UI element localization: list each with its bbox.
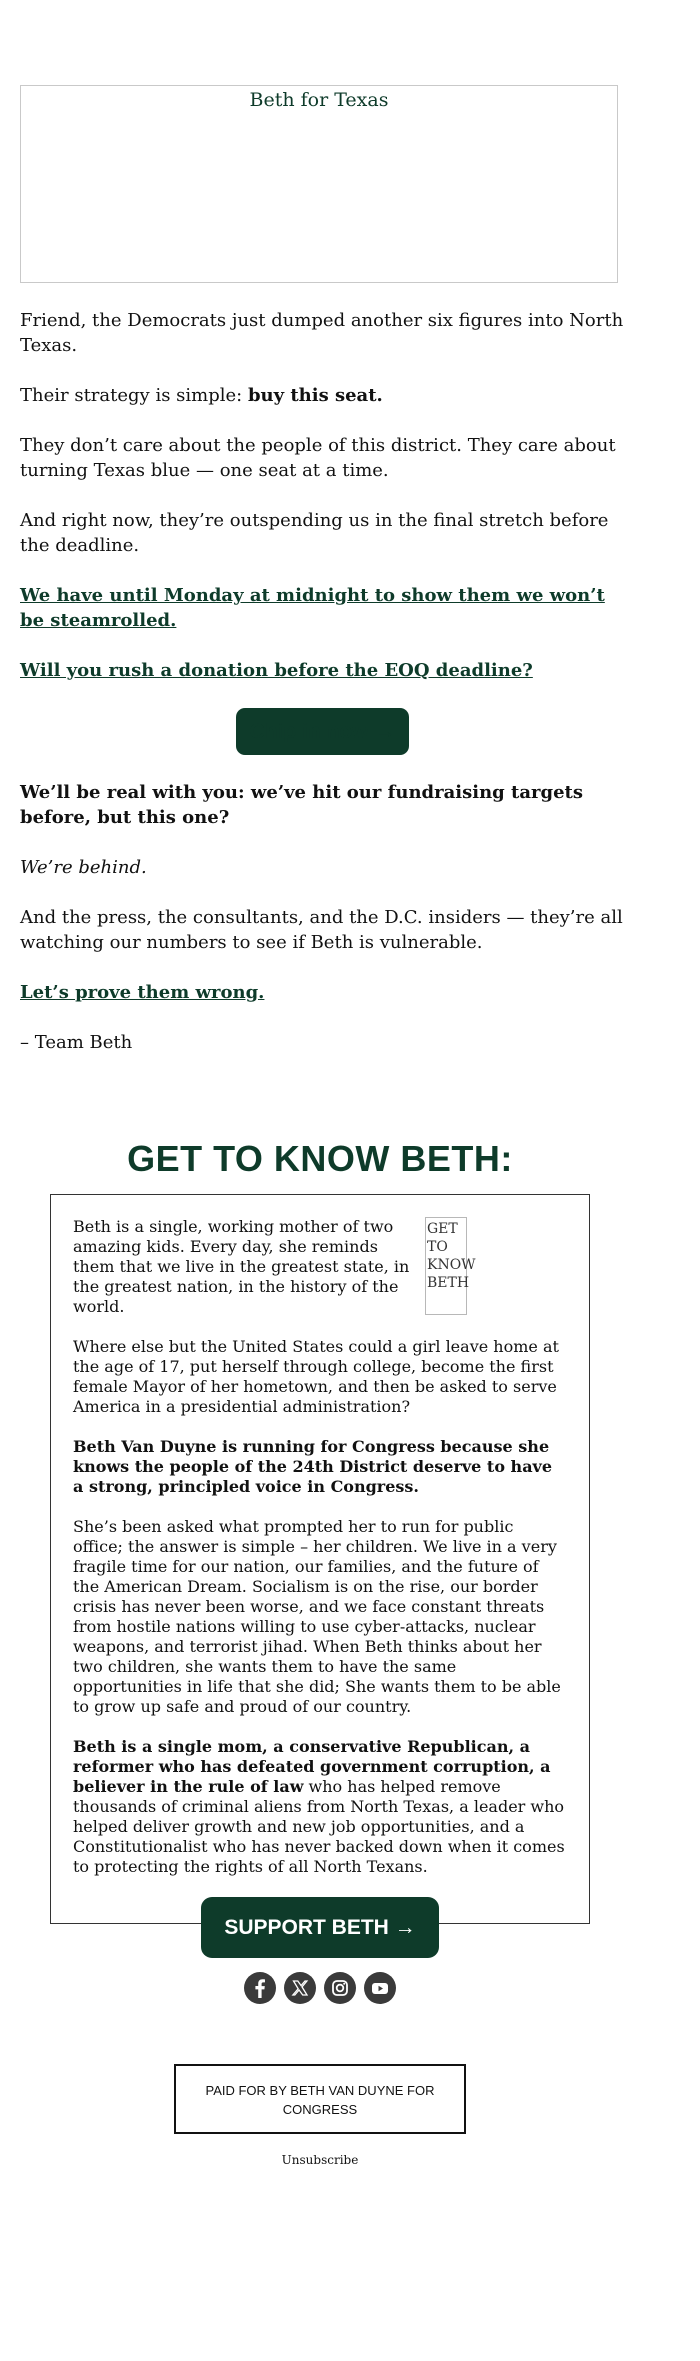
body-paragraph — [20, 383, 625, 408]
body-paragraph — [20, 780, 625, 830]
unsubscribe-container — [0, 2153, 640, 2167]
prove-them-wrong-link[interactable]: Let’s prove them wrong. — [20, 982, 265, 1003]
support-beth-button[interactable]: SUPPORT BETH → — [201, 1897, 438, 1958]
bio-paragraph — [73, 1437, 567, 1497]
signoff: – Team Beth — [20, 1032, 133, 1053]
strategy-bold-text: buy this seat. — [247, 385, 383, 406]
bio-bold-text: Beth is a single mom, a conservative Republican, a reformer who has defeated government corruption, a believer in the rule of law — [73, 1737, 551, 1796]
get-to-know-heading: GET TO KNOW BETH: — [127, 1138, 513, 1179]
deadline-link[interactable]: We have until Monday at midnight to show them we won’t be steamrolled. — [20, 585, 605, 631]
chip-in-button[interactable]: Chip in now → — [236, 708, 410, 755]
youtube-icon[interactable] — [364, 1972, 396, 2004]
paid-for-disclaimer: PAID FOR BY BETH VAN DUYNE FOR CONGRESS — [174, 2064, 466, 2134]
body-paragraph — [20, 658, 625, 683]
header-image — [20, 85, 618, 283]
bio-box — [50, 1194, 590, 1939]
instagram-icon[interactable] — [324, 1972, 356, 2004]
behind-italic-text: We’re behind. — [20, 857, 147, 878]
body-paragraph — [20, 980, 625, 1005]
body-paragraph — [20, 583, 625, 633]
header-image-alt-text: Beth for Texas — [249, 89, 389, 111]
cta-container — [20, 708, 625, 755]
bio-paragraph: Beth is a single, working mother of two amazing kids. Every day, she reminds them that we live in the greatest state, in the greatest nation, in the history of the world. — [73, 1217, 410, 1316]
unsubscribe-link[interactable]: Unsubscribe — [281, 2153, 359, 2167]
social-links — [0, 1972, 640, 2004]
body-paragraph: Friend, the Democrats just dumped another six figures into North Texas. — [20, 310, 624, 356]
facebook-icon[interactable] — [244, 1972, 276, 2004]
strategy-text: Their strategy is simple: — [20, 385, 248, 406]
beth-photo: GET TO KNOW BETH — [425, 1217, 467, 1315]
bio-bold-text: Beth Van Duyne is running for Congress because she knows the people of the 24th District deserve to have a strong, principled voice in Congress. — [73, 1437, 553, 1496]
email-body — [20, 308, 625, 1080]
donation-link[interactable]: Will you rush a donation before the EOQ deadline? — [20, 660, 533, 681]
x-icon[interactable] — [284, 1972, 316, 2004]
fundraising-bold-text: We’ll be real with you: we’ve hit our fundraising targets before, but this one? — [20, 782, 583, 828]
bio-paragraph: Where else but the United States could a girl leave home at the age of 17, put herself through college, become the first female Mayor of her hometown, and then be asked to serve America in a presidential administration? — [73, 1337, 559, 1416]
bio-paragraph — [73, 1737, 567, 1877]
body-paragraph — [20, 855, 625, 880]
bio-text: who has helped remove thousands of criminal aliens from North Texas, a leader who helped deliver growth and new job opportunities, and a Constitutionalist who has never backed down when it comes to protecting the rights of all North Texans. — [73, 1777, 565, 1876]
body-paragraph: And the press, the consultants, and the D.C. insiders — they’re all watching our numbers to see if Beth is vulnerable. — [20, 907, 623, 953]
body-paragraph: And right now, they’re outspending us in the final stretch before the deadline. — [20, 510, 609, 556]
bio-paragraph: She’s been asked what prompted her to run for public office; the answer is simple – her children. We live in a very fragile time for our nation, our families, and the future of the American Dream. Socialism is on the rise, our border crisis has never been worse, and we face constant threats from hostile nations willing to use cyber-attacks, nuclear weapons, and terrorist jihad. When Beth thinks about her two children, she wants them to have the same opportunities in life that she did; She wants them to be able to grow up safe and proud of our country. — [73, 1517, 561, 1716]
body-paragraph: They don’t care about the people of this district. They care about turning Texas blue — one seat at a time. — [20, 435, 616, 481]
support-container — [73, 1897, 567, 1958]
